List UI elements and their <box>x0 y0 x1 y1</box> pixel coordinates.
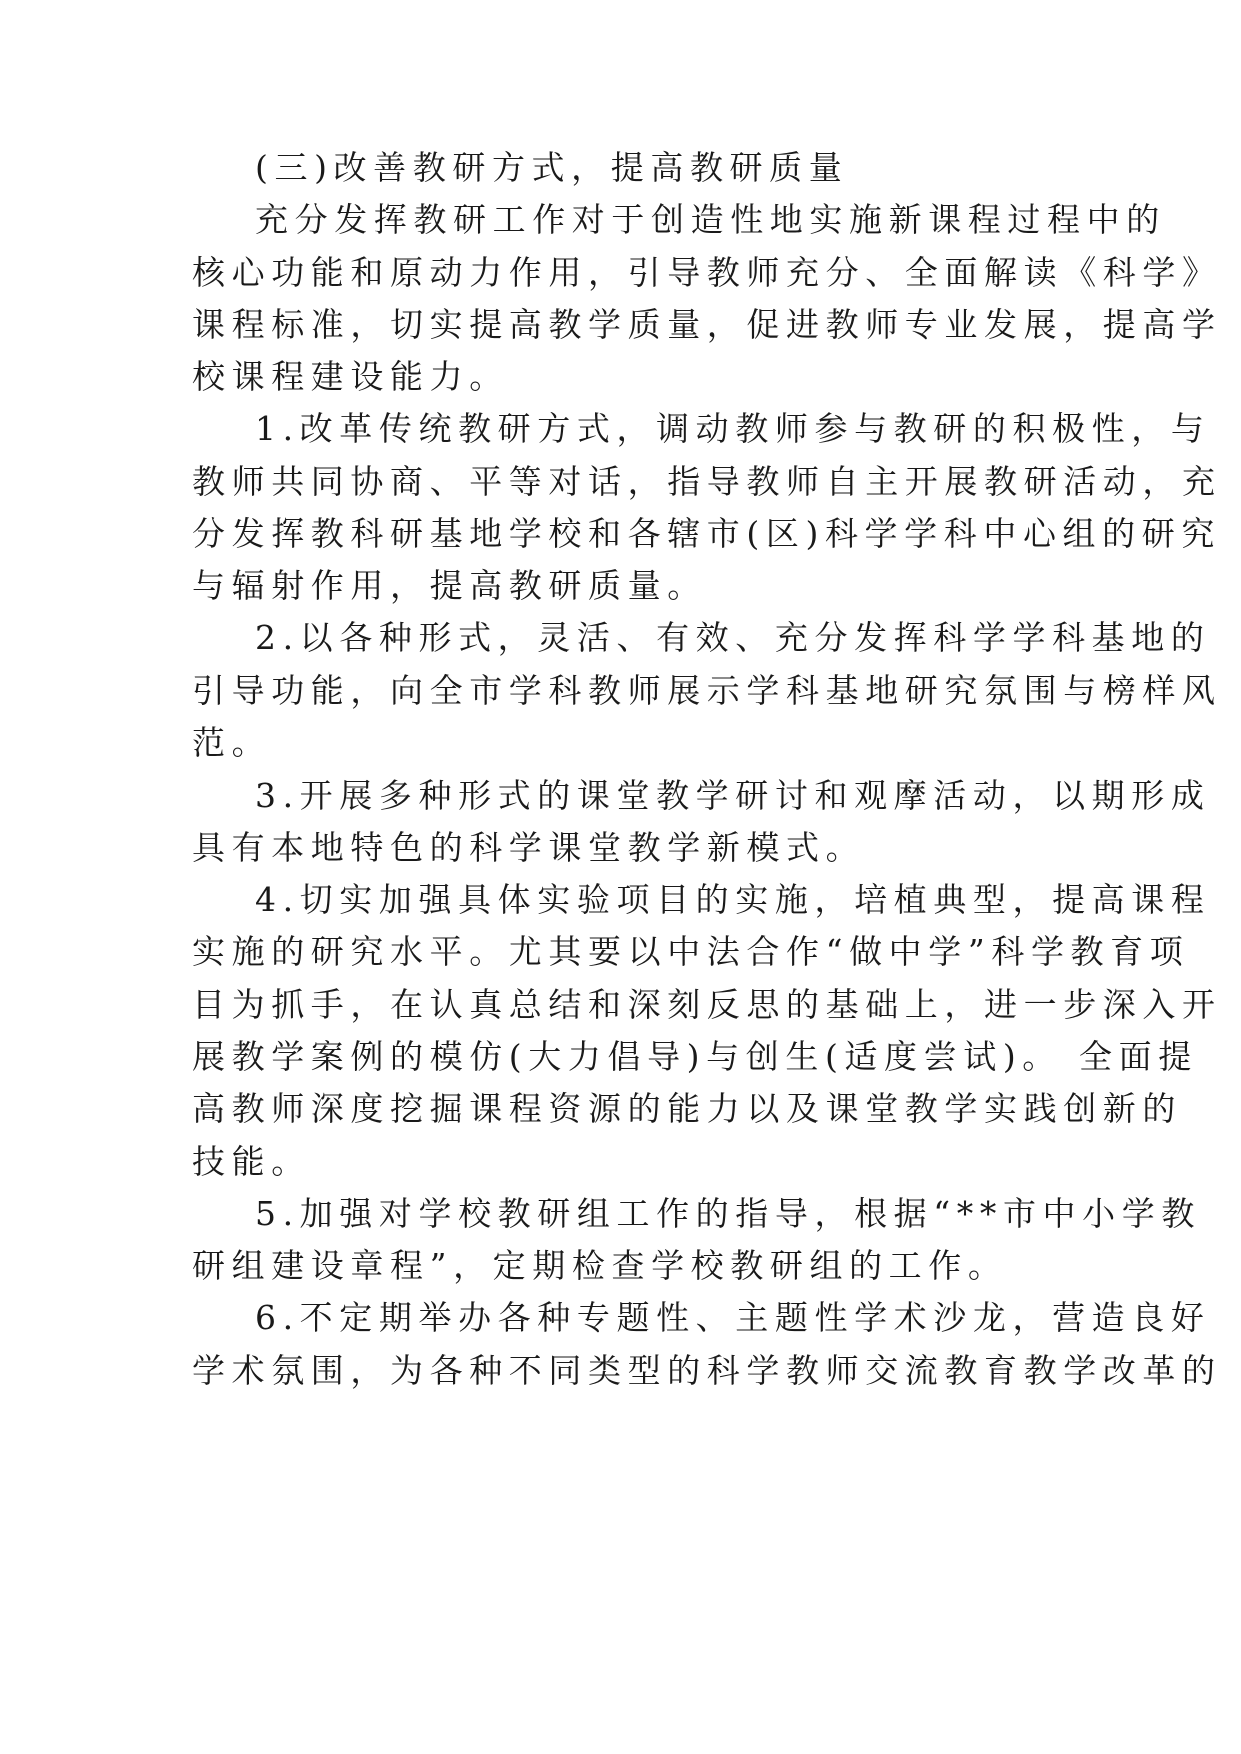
paragraph-line: 展教学案例的模仿(大力倡导)与创生(适度尝试)。 全面提 <box>192 1037 1198 1076</box>
paragraph-line: 分发挥教科研基地学校和各辖市(区)科学学科中心组的研究 <box>192 514 1221 553</box>
paragraph-line: 3.开展多种形式的课堂教学研讨和观摩活动，以期形成 <box>255 776 1211 815</box>
paragraph-line: 1.改革传统教研方式，调动教师参与教研的积极性，与 <box>255 409 1211 448</box>
paragraph-line: 4.切实加强具体实验项目的实施，培植典型，提高课程 <box>255 880 1211 919</box>
paragraph-line: 技能。 <box>192 1142 311 1181</box>
paragraph-line: 课程标准，切实提高教学质量，促进教师专业发展，提高学 <box>192 305 1222 344</box>
paragraph-line: 5.加强对学校教研组工作的指导，根据“**市中小学教 <box>255 1194 1201 1233</box>
section-heading: (三)改善教研方式，提高教研质量 <box>255 148 849 187</box>
paragraph-line: 高教师深度挖掘课程资源的能力以及课堂教学实践创新的 <box>192 1089 1182 1128</box>
paragraph-line: 校课程建设能力。 <box>192 357 509 396</box>
paragraph-line: 学术氛围，为各种不同类型的科学教师交流教育教学改革的 <box>192 1351 1222 1390</box>
paragraph-line: 核心功能和原动力作用，引导教师充分、全面解读《科学》 <box>192 253 1222 292</box>
paragraph-line: 充分发挥教研工作对于创造性地实施新课程过程中的 <box>255 200 1166 239</box>
paragraph-line: 与辐射作用，提高教研质量。 <box>192 566 707 605</box>
paragraph-line: 实施的研究水平。尤其要以中法合作“做中学”科学教育项 <box>192 932 1190 971</box>
paragraph-line: 6.不定期举办各种专题性、主题性学术沙龙，营造良好 <box>255 1298 1211 1337</box>
paragraph-line: 引导功能，向全市学科教师展示学科基地研究氛围与榜样风 <box>192 671 1222 710</box>
paragraph-line: 研组建设章程”，定期检查学校教研组的工作。 <box>192 1246 1008 1285</box>
paragraph-line: 具有本地特色的科学课堂教学新模式。 <box>192 828 866 867</box>
paragraph-line: 教师共同协商、平等对话，指导教师自主开展教研活动，充 <box>192 462 1222 501</box>
paragraph-line: 范。 <box>192 723 272 762</box>
paragraph-line: 2.以各种形式，灵活、有效、充分发挥科学学科基地的 <box>255 618 1211 657</box>
paragraph-line: 目为抓手，在认真总结和深刻反思的基础上，进一步深入开 <box>192 985 1222 1024</box>
